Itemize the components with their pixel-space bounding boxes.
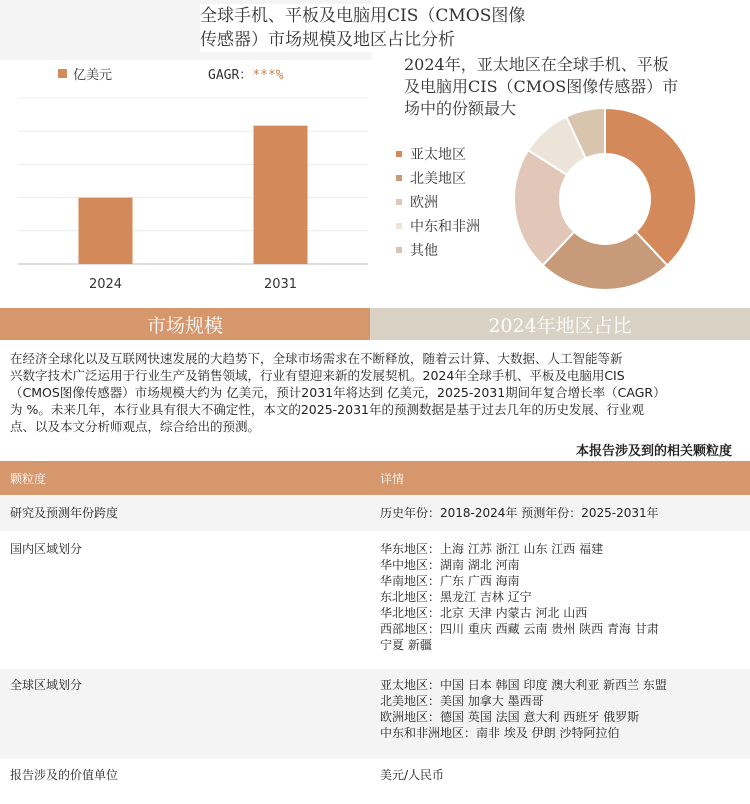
bar-chart [0,80,380,300]
x-tick-label: 2024 [88,277,123,292]
detail-line: 欧洲地区：德国 英国 法国 意大利 西班牙 俄罗斯 [380,710,640,724]
pie-legend-swatch [396,175,402,181]
detail-line: 华南地区：广东 广西 海南 [380,574,520,588]
granularity-table [0,461,750,803]
cagr-label-text: GAGR： [208,68,253,83]
related-granularity-title: 本报告涉及到的相关颗粒度 [575,444,732,459]
page-title [200,4,620,52]
pie-legend-swatch [396,199,402,205]
pie-legend-swatch [396,151,402,157]
detail-line: 西部地区：四川 重庆 西藏 云南 贵州 陕西 青海 甘肃 [380,622,659,636]
pie-title-line1: 2024年，亚太地区在全球手机、平板 [404,55,669,74]
pie-legend-swatch [396,223,402,229]
page-title-line2: 传感器）市场规模及地区占比分析 [200,30,455,50]
table-header-details: 详情 [370,461,750,495]
row-details [370,495,750,531]
table-row [0,669,750,759]
paragraph-line: （CMOS图像传感器）市场规模大约为 亿美元，预计2031年将达到 亿美元，2025-2031期间年复合增长率（CAGR） [10,385,666,400]
bar-legend-label: 亿美元 [73,68,113,83]
donut-chart [500,104,710,294]
detail-line: 华东地区：上海 江苏 浙江 山东 江西 福建 [380,542,604,556]
paragraph-line: 兴数字技术广泛运用于行业生产及销售领域，行业有望迎来新的发展契机。2024年全球手机、平板及电脑用CIS [10,368,625,383]
row-label: 国内区域划分 [0,531,370,669]
detail-line: 华北地区：北京 天津 内蒙古 河北 山西 [380,606,588,620]
row-details [370,531,750,669]
row-label: 研究及预测年份跨度 [0,495,370,531]
bar-legend-swatch [58,69,67,78]
detail-line: 历史年份：2018-2024年 预测年份：2025-2031年 [380,506,659,520]
row-details [370,759,750,803]
page-title-line1: 全球手机、平板及电脑用CIS（CMOS图像 [200,6,526,26]
pie-legend-item [396,142,480,166]
table-header-granularity: 颗粒度 [0,461,370,495]
detail-line: 北美地区：美国 加拿大 墨西哥 [380,694,544,708]
paragraph-line: 点、以及本文分析师观点，综合给出的预测。 [10,419,261,434]
paragraph-line: 在经济全球化以及互联网快速发展的大趋势下，全球市场需求在不断释放，随着云计算、大数据、人工智能等新 [10,351,623,366]
pie-legend-label: 北美地区 [410,171,466,187]
row-label: 全球区域划分 [0,669,370,759]
pie-legend-label: 其他 [410,243,438,259]
bar [254,126,308,264]
detail-line: 亚太地区：中国 日本 韩国 印度 澳大利亚 新西兰 东盟 [380,678,667,692]
pie-legend-item [396,166,480,190]
section-market-size: 市场规模 [0,308,370,340]
row-label: 报告涉及的价值单位 [0,759,370,803]
pie-legend-item [396,190,480,214]
paragraph-line: 为 %。未来几年，本行业具有很大不确定性，本文的2025-2031年的预测数据是基于过去几年的历史发展、行业观 [10,402,644,417]
table-row [0,495,750,531]
cagr-value: ***% [252,68,284,83]
detail-line: 宁夏 新疆 [380,638,432,652]
detail-line: 东北地区：黑龙江 吉林 辽宁 [380,590,532,604]
row-details [370,669,750,759]
pie-title-line2: 及电脑用CIS（CMOS图像传感器）市 [404,77,679,96]
table-header-row [0,461,750,495]
x-tick-label: 2031 [263,277,298,292]
pie-legend-item [396,214,480,238]
detail-line: 中东和非洲地区：南非 埃及 伊朗 沙特阿拉伯 [380,726,620,740]
table-row [0,759,750,803]
table-row [0,531,750,669]
bar [79,198,133,264]
pie-legend [396,142,480,262]
detail-line: 美元/人民币 [380,768,445,782]
section-region-share: 2024年地区占比 [370,308,750,340]
pie-legend-label: 中东和非洲 [410,219,480,235]
pie-legend-label: 亚太地区 [410,147,466,163]
pie-legend-swatch [396,247,402,253]
pie-legend-item [396,238,480,262]
description-paragraph [10,350,740,435]
pie-title-line3: 场中的份额最大 [404,99,517,118]
detail-line: 华中地区：湖南 湖北 河南 [380,558,520,572]
pie-legend-label: 欧洲 [410,195,438,211]
